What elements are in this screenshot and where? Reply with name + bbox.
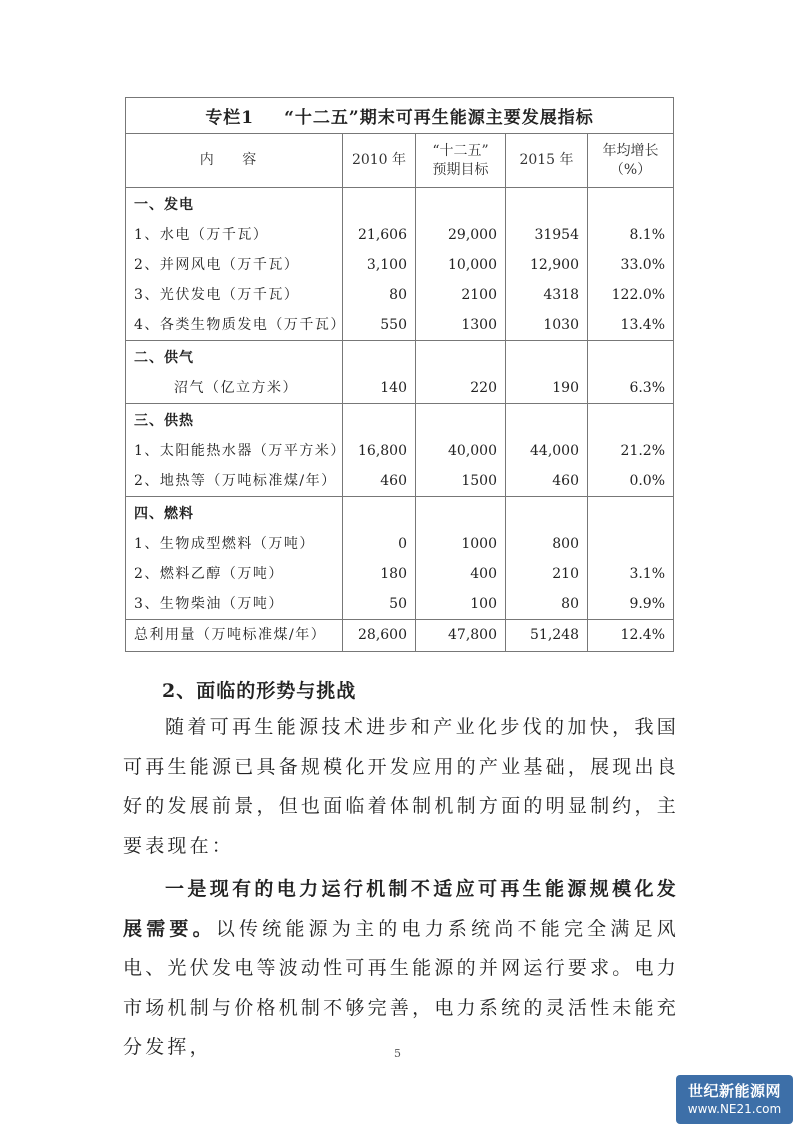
watermark-logo <box>676 1075 793 1124</box>
watermark-line1: 世纪新能源网 <box>687 1082 781 1100</box>
value-2010-cell <box>343 188 416 341</box>
value-2010: 460 <box>380 473 407 489</box>
value-2015: 210 <box>552 566 579 582</box>
row-label: 4、各类生物质发电（万千瓦） <box>134 317 346 333</box>
value-target: 220 <box>470 380 497 396</box>
group-heading: 二、供气 <box>134 350 194 366</box>
group-heading: 四、燃料 <box>134 506 194 522</box>
value-2015: 800 <box>552 536 579 552</box>
total-label: 总利用量（万吨标准煤/年） <box>126 620 343 652</box>
value-2015-cell <box>506 188 588 341</box>
value-2010: 180 <box>380 566 407 582</box>
row-label: 2、地热等（万吨标准煤/年） <box>134 473 337 489</box>
row-label: 2、并网风电（万千瓦） <box>134 257 300 273</box>
value-2015-cell <box>506 497 588 620</box>
total-2010: 28,600 <box>343 620 416 652</box>
value-2010: 21,606 <box>358 227 407 243</box>
value-2015: 460 <box>552 473 579 489</box>
section-heading: 2、面临的形势与挑战 <box>162 680 357 702</box>
row-label: 2、燃料乙醇（万吨） <box>134 566 284 582</box>
group-label-cell <box>126 404 346 497</box>
table-group <box>126 341 674 404</box>
value-growth: 0.0% <box>629 473 666 489</box>
value-target-cell <box>416 341 506 404</box>
value-growth-cell <box>588 404 674 497</box>
value-2015-cell <box>506 404 588 497</box>
value-2010: 80 <box>389 287 407 303</box>
group-heading: 三、供热 <box>134 413 194 429</box>
total-row <box>126 620 674 652</box>
value-growth: 8.1% <box>629 227 666 243</box>
row-label: 3、生物柴油（万吨） <box>134 596 284 612</box>
value-growth: 21.2% <box>620 443 666 459</box>
total-growth: 12.4% <box>588 620 674 652</box>
value-2015: 4318 <box>543 287 579 303</box>
row-label: 3、光伏发电（万千瓦） <box>134 287 300 303</box>
paragraph-2 <box>123 870 679 1068</box>
value-growth: 13.4% <box>620 317 666 333</box>
value-target-cell <box>416 497 506 620</box>
value-growth: 9.9% <box>629 596 666 612</box>
indicator-table <box>125 97 674 652</box>
value-target-cell <box>416 404 506 497</box>
paragraph-2-text: 以传统能源为主的电力系统尚不能完全满足风电、光伏发电等波动性可再生能源的并网运行要求。电力市场机制与价格机制不够完善，电力系统的灵活性未能充分发挥， <box>123 917 679 1058</box>
paragraph-2-bold: 一是现有的电力运行机制不适应可再生能源规模化发展需要。 <box>123 878 679 940</box>
value-2010-cell <box>343 404 416 497</box>
table-group <box>126 404 674 497</box>
value-growth: 33.0% <box>620 257 666 273</box>
table-title-text: “十二五”期末可再生能源主要发展指标 <box>284 108 594 128</box>
value-2010: 0 <box>398 536 407 552</box>
box-number: 专栏1 <box>205 108 255 128</box>
value-growth: 3.1% <box>629 566 666 582</box>
value-2015: 190 <box>552 380 579 396</box>
total-2015: 51,248 <box>506 620 588 652</box>
table-title <box>126 98 674 134</box>
value-target: 2100 <box>461 287 497 303</box>
value-2010: 550 <box>380 317 407 333</box>
value-2015: 12,900 <box>530 257 579 273</box>
group-heading: 一、发电 <box>134 197 194 213</box>
group-label-cell <box>126 188 346 341</box>
header-2015: 2015 年 <box>506 134 588 188</box>
row-label: 1、生物成型燃料（万吨） <box>134 536 315 552</box>
table-group <box>126 188 674 341</box>
table-group <box>126 497 674 620</box>
table-header-row <box>126 134 674 188</box>
group-label-cell <box>126 341 343 404</box>
value-growth-cell <box>588 497 674 620</box>
row-label: 1、太阳能热水器（万平方米） <box>134 443 346 459</box>
value-target: 40,000 <box>448 443 497 459</box>
watermark-line2: www.NE21.com <box>687 1102 782 1116</box>
value-2010-cell <box>343 497 416 620</box>
value-2015: 1030 <box>543 317 579 333</box>
paragraph-1: 随着可再生能源技术进步和产业化步伐的加快，我国可再生能源已具备规模化开发应用的产业基础，展现出良好的发展前景，但也面临着体制机制方面的明显制约，主要表现在： <box>123 716 679 857</box>
value-growth <box>588 529 673 559</box>
header-target: “十二五” 预期目标 <box>416 134 506 188</box>
value-target: 10,000 <box>448 257 497 273</box>
row-label: 沼气（亿立方米） <box>174 380 298 396</box>
row-label: 1、水电（万千瓦） <box>134 227 269 243</box>
header-growth: 年均增长 （%） <box>588 134 674 188</box>
value-2010: 50 <box>389 596 407 612</box>
value-2010-cell <box>343 341 416 404</box>
value-growth-cell <box>588 341 674 404</box>
value-target: 1000 <box>461 536 497 552</box>
value-2010: 16,800 <box>358 443 407 459</box>
value-growth: 6.3% <box>629 380 666 396</box>
value-2010: 140 <box>380 380 407 396</box>
value-target: 400 <box>470 566 497 582</box>
header-content: 内 容 <box>126 134 343 188</box>
value-growth-cell <box>588 188 674 341</box>
value-2015: 44,000 <box>530 443 579 459</box>
value-target: 29,000 <box>448 227 497 243</box>
value-target: 1300 <box>461 317 497 333</box>
value-2015: 31954 <box>534 227 579 243</box>
total-target: 47,800 <box>416 620 506 652</box>
value-2015: 80 <box>561 596 579 612</box>
value-2010: 3,100 <box>366 257 407 273</box>
value-growth: 122.0% <box>611 287 666 303</box>
value-2015-cell <box>506 341 588 404</box>
header-2010: 2010 年 <box>343 134 416 188</box>
value-target: 100 <box>470 596 497 612</box>
value-target-cell <box>416 188 506 341</box>
page-number: 5 <box>394 1047 401 1060</box>
value-target: 1500 <box>461 473 497 489</box>
group-label-cell <box>126 497 343 620</box>
